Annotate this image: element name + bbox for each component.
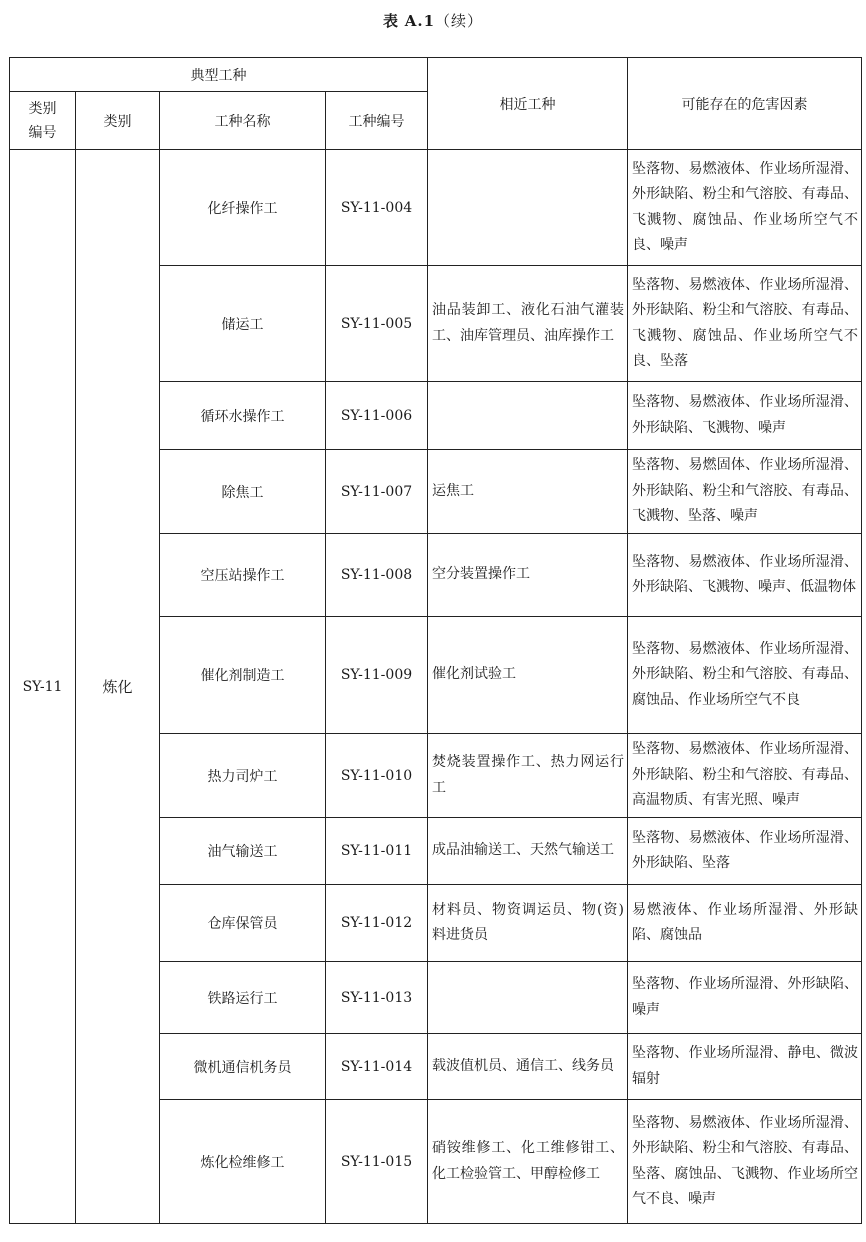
- job-code-cell: SY-11-007: [326, 450, 428, 534]
- job-code-cell: SY-11-013: [326, 962, 428, 1034]
- hazards-cell: 坠落物、易燃液体、作业场所湿滑、外形缺陷、粉尘和气溶胶、有毒品、飞溅物、腐蚀品、作业场所空气不良、噪声: [628, 150, 862, 266]
- job-code-cell: SY-11-005: [326, 266, 428, 382]
- table-title-number: A.1: [404, 12, 436, 30]
- category-cell: 炼化: [76, 150, 160, 1224]
- job-name-cell: 油气输送工: [160, 818, 326, 885]
- job-name-cell: 空压站操作工: [160, 534, 326, 617]
- job-code-cell: SY-11-011: [326, 818, 428, 885]
- hazards-cell: 坠落物、作业场所湿滑、外形缺陷、噪声: [628, 962, 862, 1034]
- job-name-cell: 化纤操作工: [160, 150, 326, 266]
- table-title-prefix: 表: [382, 12, 399, 30]
- similar-jobs-cell: 油品装卸工、液化石油气灌装工、油库管理员、油库操作工: [428, 266, 628, 382]
- job-code-cell: SY-11-008: [326, 534, 428, 617]
- table-row: [10, 150, 862, 266]
- job-code-cell: SY-11-009: [326, 617, 428, 734]
- header-similar-jobs: 相近工种: [428, 58, 628, 150]
- job-name-cell: 储运工: [160, 266, 326, 382]
- similar-jobs-cell: 硝铵维修工、化工维修钳工、化工检验管工、甲醇检修工: [428, 1100, 628, 1224]
- job-name-cell: 除焦工: [160, 450, 326, 534]
- hazards-cell: 坠落物、易燃液体、作业场所湿滑、外形缺陷、坠落: [628, 818, 862, 885]
- hazards-cell: 坠落物、易燃固体、作业场所湿滑、外形缺陷、粉尘和气溶胶、有毒品、飞溅物、坠落、噪声: [628, 450, 862, 534]
- job-code-cell: SY-11-012: [326, 885, 428, 962]
- hazards-cell: 坠落物、易燃液体、作业场所湿滑、外形缺陷、飞溅物、噪声、低温物体: [628, 534, 862, 617]
- similar-jobs-cell: 运焦工: [428, 450, 628, 534]
- table-title: [0, 10, 866, 31]
- hazards-cell: 坠落物、作业场所湿滑、静电、微波辐射: [628, 1034, 862, 1100]
- similar-jobs-cell: 焚烧装置操作工、热力网运行工: [428, 734, 628, 818]
- job-code-cell: SY-11-010: [326, 734, 428, 818]
- job-code-cell: SY-11-015: [326, 1100, 428, 1224]
- job-name-cell: 热力司炉工: [160, 734, 326, 818]
- hazards-cell: 坠落物、易燃液体、作业场所湿滑、外形缺陷、粉尘和气溶胶、有毒品、飞溅物、腐蚀品、作业场所空气不良、坠落: [628, 266, 862, 382]
- job-code-cell: SY-11-006: [326, 382, 428, 450]
- hazards-cell: 坠落物、易燃液体、作业场所湿滑、外形缺陷、粉尘和气溶胶、有毒品、坠落、腐蚀品、飞溅物、作业场所空气不良、噪声: [628, 1100, 862, 1224]
- hazards-cell: 易燃液体、作业场所湿滑、外形缺陷、腐蚀品: [628, 885, 862, 962]
- job-name-cell: 循环水操作工: [160, 382, 326, 450]
- hazards-cell: 坠落物、易燃液体、作业场所湿滑、外形缺陷、粉尘和气溶胶、有毒品、腐蚀品、作业场所空气不良: [628, 617, 862, 734]
- hazards-cell: 坠落物、易燃液体、作业场所湿滑、外形缺陷、粉尘和气溶胶、有毒品、高温物质、有害光照、噪声: [628, 734, 862, 818]
- header-job-code: 工种编号: [326, 92, 428, 150]
- similar-jobs-cell: [428, 962, 628, 1034]
- similar-jobs-cell: 成品油输送工、天然气输送工: [428, 818, 628, 885]
- table-title-continued: （续）: [435, 12, 484, 30]
- header-category: 类别: [76, 92, 160, 150]
- header-hazards: 可能存在的危害因素: [628, 58, 862, 150]
- job-name-cell: 仓库保管员: [160, 885, 326, 962]
- similar-jobs-cell: [428, 382, 628, 450]
- job-code-cell: SY-11-004: [326, 150, 428, 266]
- similar-jobs-cell: 催化剂试验工: [428, 617, 628, 734]
- job-code-cell: SY-11-014: [326, 1034, 428, 1100]
- similar-jobs-cell: [428, 150, 628, 266]
- job-name-cell: 催化剂制造工: [160, 617, 326, 734]
- header-category-code: 类别编号: [10, 92, 76, 150]
- similar-jobs-cell: 空分装置操作工: [428, 534, 628, 617]
- similar-jobs-cell: 载波值机员、通信工、线务员: [428, 1034, 628, 1100]
- hazard-table: [9, 57, 862, 1224]
- hazards-cell: 坠落物、易燃液体、作业场所湿滑、外形缺陷、飞溅物、噪声: [628, 382, 862, 450]
- job-name-cell: 微机通信机务员: [160, 1034, 326, 1100]
- job-name-cell: 铁路运行工: [160, 962, 326, 1034]
- similar-jobs-cell: 材料员、物资调运员、物(资)料进货员: [428, 885, 628, 962]
- job-name-cell: 炼化检维修工: [160, 1100, 326, 1224]
- header-typical-jobs: 典型工种: [10, 58, 428, 92]
- header-job-name: 工种名称: [160, 92, 326, 150]
- category-code-cell: SY-11: [10, 150, 76, 1224]
